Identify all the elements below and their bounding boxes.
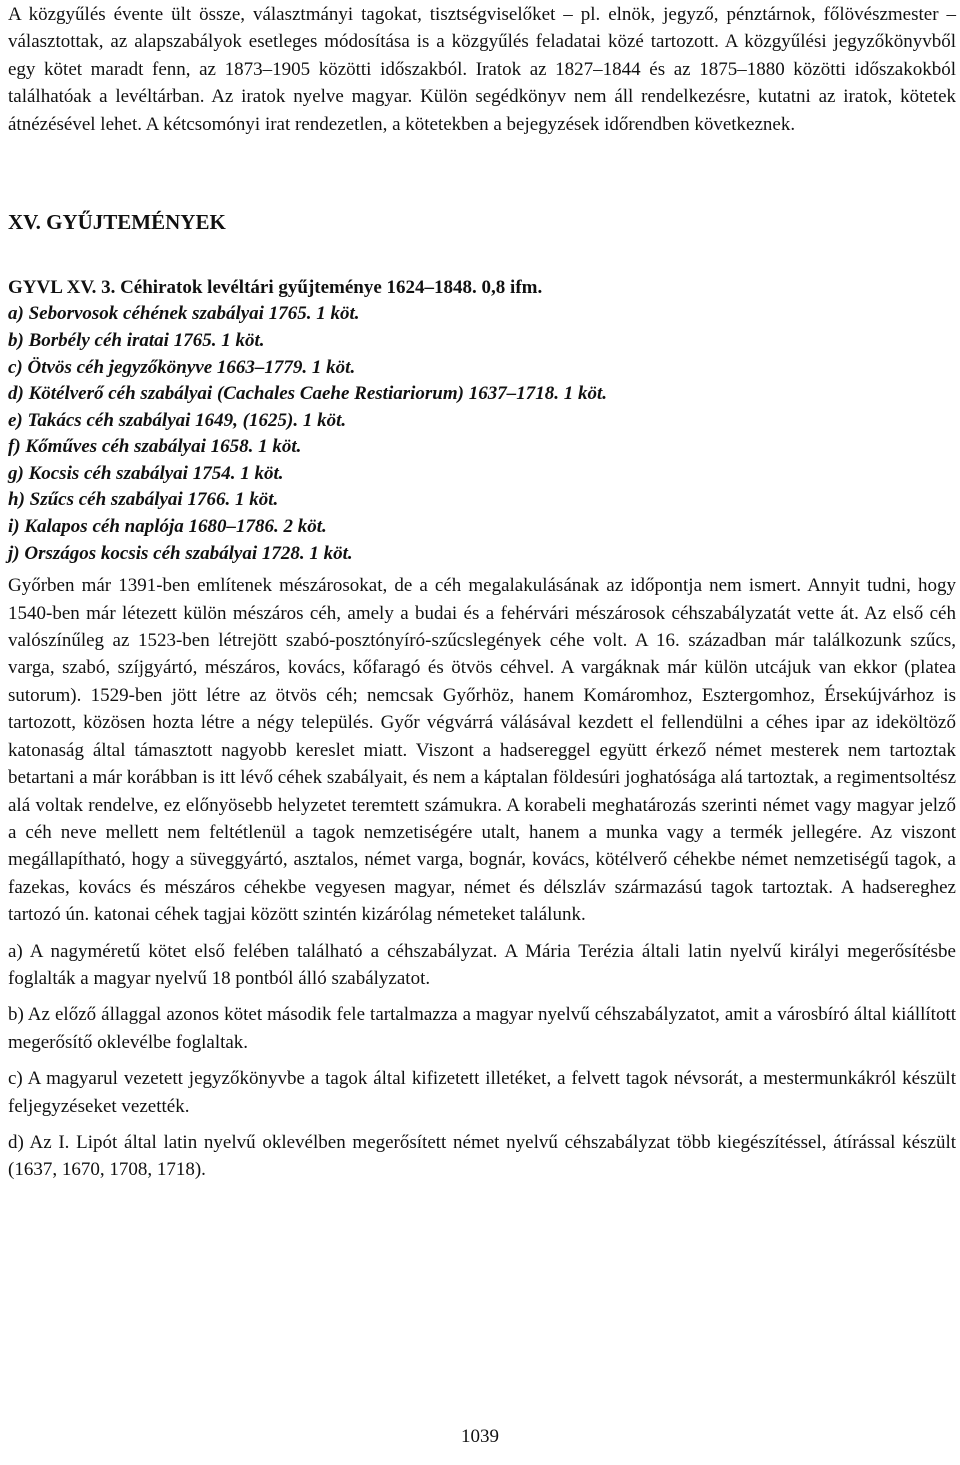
collection-item: f) Kőműves céh szabályai 1658. 1 köt. xyxy=(8,436,302,458)
collection-item: i) Kalapos céh naplója 1680–1786. 2 köt. xyxy=(8,516,327,538)
collection-item: a) Seborvosok céhének szabályai 1765. 1 köt. xyxy=(8,303,360,325)
note-paragraph-b: b) Az előző állaggal azonos kötet második fele tartalmazza a magyar nyelvű céhszabályzatot, amit a városbíró által kiállított megerősítő oklevélbe foglaltak. xyxy=(8,1004,956,1053)
collection-item: g) Kocsis céh szabályai 1754. 1 köt. xyxy=(8,462,284,484)
collection-item: c) Ötvös céh jegyzőkönyve 1663–1779. 1 köt. xyxy=(8,356,356,378)
note-paragraph-c: c) A magyarul vezetett jegyzőkönyvbe a tagok által kifizetett illetéket, a felvett tagok névsorát, a mestermunkákról készült feljegyzéseket vezették. xyxy=(8,1068,956,1117)
intro-paragraph: A közgyűlés évente ült össze, választmányi tagokat, tisztségviselőket – pl. elnök, jegyző, pénztárnok, főlövészmester – választottak, az alapszabályok esetleges módosítása is a közgyűlés feladatai közé tartozott. A közgyűlési jegyzőkönyvből egy kötet maradt fenn, az 1873–1905 közötti időszakból. Iratok az 1827–1844 és az 1875–1880 közötti időszakokból találhatóak a levéltárban. Az iratok nyelve magyar. Külön segédkönyv nem áll rendelkezésre, kutatni az iratok, kötetek átnézésével lehet. A kétcsomónyi irat rendezetlen, a kötetekben a bejegyzések időrendben következnek. xyxy=(8,4,956,135)
page-number: 1039 xyxy=(461,1426,499,1447)
collection-item: d) Kötélverő céh szabályai (Cachales Caehe Restiariorum) 1637–1718. 1 köt. xyxy=(8,383,608,405)
body-paragraph: Győrben már 1391-ben említenek mészárosokat, de a céh megalakulásának az időpontja nem ismert. Annyit tudni, hogy 1540-ben már létezett külön mészáros céh, amely a budai és a fehérvári mészárosok céhszabályzatát vette át. Az első céh valószínűleg az 1523-ben létrejött szabó-posztónyíró-szűcslegények céhe volt. A 16. században már találkozunk szűcs, varga, szabó, szíjgyártó, mészáros, kovács, kőfaragó és ötvös céhvel. A vargáknak már külön utcájuk van ekkor (platea sutorum). 1529-ben jött létre az ötvös céh; nemcsak Győrhöz, hanem Komáromhoz, Esztergomhoz, Érsekújvárhoz is tartozott, közösen hozta létre a négy település. Győr végvárrá válásával kezdett el fellendülni a céhes ipar az ideköltöző katonaság által támasztott nagyobb kereslet miatt. Viszont a hadsereggel együtt érkező német mesterek nem tartoztak betartani a már korábban is itt lévő céhek szabályait, és nem a káptalan földesúri joghatósága alá tartoztak, a regimentsoltész alá voltak rendelve, ez előnyösebb helyzetet teremtett számukra. A korabeli meghatározás szerinti német vagy magyar jelző a céh neve mellett nem feltétlenül a tagok nemzetiségére utalt, hanem a munka vagy a termék jellegére. Az viszont megállapítható, hogy a süveggyártó, asztalos, német varga, bognár, kovács, kötélverő céhekbe német nemzetiségű tagok, a fazekas, kovács és mészáros céhekbe vegyesen magyar, német és délszláv származású tagok tartoztak. A hadsereghez tartozó ún. katonai céhek tagjai között szintén kizárólag németeket találunk. xyxy=(8,575,956,926)
collection-item: b) Borbély céh iratai 1765. 1 köt. xyxy=(8,329,265,351)
collection-item: h) Szűcs céh szabályai 1766. 1 köt. xyxy=(8,489,279,511)
collection-item: j) Országos kocsis céh szabályai 1728. 1 köt. xyxy=(8,542,353,564)
collection-item: e) Takács céh szabályai 1649, (1625). 1 köt. xyxy=(8,409,347,431)
section-heading: XV. GYŰJTEMÉNYEK xyxy=(8,210,226,235)
collection-title: GYVL XV. 3. Céhiratok levéltári gyűjteménye 1624–1848. 0,8 ifm. xyxy=(8,277,543,299)
note-paragraph-a: a) A nagyméretű kötet első felében található a céhszabályzat. A Mária Terézia általi latin nyelvű királyi megerősítésbe foglalták a magyar nyelvű 18 pontból álló szabályzatot. xyxy=(8,940,956,989)
note-paragraph-d: d) Az I. Lipót által latin nyelvű oklevélben megerősített német nyelvű céhszabályzat több kiegészítéssel, átírással készült (1637, 1670, 1708, 1718). xyxy=(8,1131,956,1181)
collection-item-list xyxy=(8,301,956,567)
